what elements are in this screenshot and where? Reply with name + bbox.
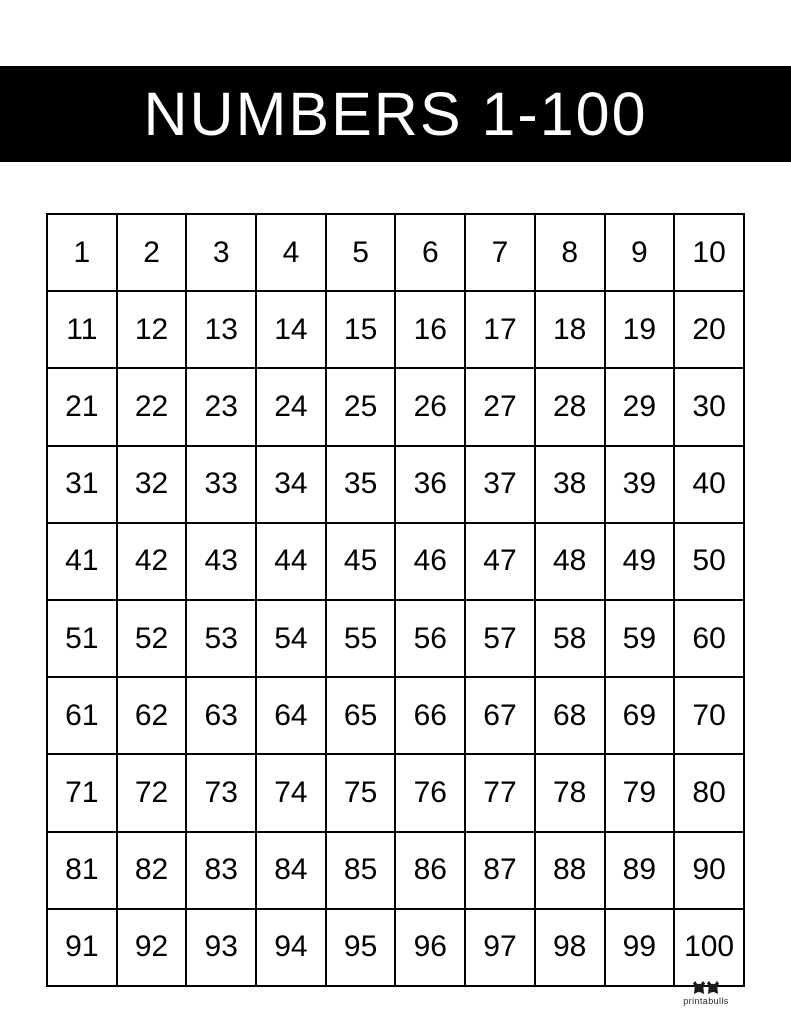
grid-cell: 74 bbox=[256, 754, 326, 831]
grid-cell: 71 bbox=[47, 754, 117, 831]
grid-cell: 38 bbox=[535, 446, 605, 523]
grid-cell: 93 bbox=[186, 909, 256, 986]
grid-cell: 15 bbox=[326, 291, 396, 368]
grid-cell: 1 bbox=[47, 214, 117, 291]
brand-name-label: printabulls bbox=[683, 996, 729, 1006]
grid-cell: 47 bbox=[465, 523, 535, 600]
grid-cell: 2 bbox=[117, 214, 187, 291]
grid-cell: 26 bbox=[395, 368, 465, 445]
grid-cell: 20 bbox=[674, 291, 744, 368]
grid-cell: 39 bbox=[605, 446, 675, 523]
grid-cell: 3 bbox=[186, 214, 256, 291]
grid-cell: 51 bbox=[47, 600, 117, 677]
grid-cell: 11 bbox=[47, 291, 117, 368]
grid-cell: 24 bbox=[256, 368, 326, 445]
grid-cell: 97 bbox=[465, 909, 535, 986]
grid-cell: 42 bbox=[117, 523, 187, 600]
page-title: NUMBERS 1-100 bbox=[143, 79, 648, 148]
grid-cell: 14 bbox=[256, 291, 326, 368]
title-banner bbox=[0, 66, 791, 162]
grid-cell: 95 bbox=[326, 909, 396, 986]
grid-row bbox=[47, 291, 744, 368]
grid-cell: 59 bbox=[605, 600, 675, 677]
grid-cell: 82 bbox=[117, 832, 187, 909]
grid-cell: 69 bbox=[605, 677, 675, 754]
bull-head-icon-right bbox=[707, 981, 719, 994]
grid-cell: 79 bbox=[605, 754, 675, 831]
grid-cell: 29 bbox=[605, 368, 675, 445]
grid-cell: 10 bbox=[674, 214, 744, 291]
grid-cell: 73 bbox=[186, 754, 256, 831]
grid-cell: 67 bbox=[465, 677, 535, 754]
grid-cell: 19 bbox=[605, 291, 675, 368]
grid-cell: 54 bbox=[256, 600, 326, 677]
grid-cell: 58 bbox=[535, 600, 605, 677]
grid-cell: 22 bbox=[117, 368, 187, 445]
grid-cell: 98 bbox=[535, 909, 605, 986]
number-grid bbox=[46, 213, 745, 987]
grid-cell: 23 bbox=[186, 368, 256, 445]
grid-cell: 6 bbox=[395, 214, 465, 291]
grid-cell: 53 bbox=[186, 600, 256, 677]
grid-cell: 36 bbox=[395, 446, 465, 523]
grid-row bbox=[47, 909, 744, 986]
grid-cell: 72 bbox=[117, 754, 187, 831]
grid-cell: 62 bbox=[117, 677, 187, 754]
grid-cell: 34 bbox=[256, 446, 326, 523]
grid-cell: 96 bbox=[395, 909, 465, 986]
grid-cell: 89 bbox=[605, 832, 675, 909]
grid-cell: 85 bbox=[326, 832, 396, 909]
grid-row bbox=[47, 600, 744, 677]
grid-cell: 65 bbox=[326, 677, 396, 754]
grid-cell: 5 bbox=[326, 214, 396, 291]
grid-cell: 50 bbox=[674, 523, 744, 600]
grid-cell: 100 bbox=[674, 909, 744, 986]
grid-cell: 45 bbox=[326, 523, 396, 600]
grid-cell: 77 bbox=[465, 754, 535, 831]
grid-cell: 9 bbox=[605, 214, 675, 291]
grid-row bbox=[47, 214, 744, 291]
grid-cell: 44 bbox=[256, 523, 326, 600]
grid-cell: 16 bbox=[395, 291, 465, 368]
grid-row bbox=[47, 832, 744, 909]
grid-cell: 13 bbox=[186, 291, 256, 368]
grid-cell: 86 bbox=[395, 832, 465, 909]
grid-cell: 78 bbox=[535, 754, 605, 831]
grid-cell: 32 bbox=[117, 446, 187, 523]
grid-cell: 40 bbox=[674, 446, 744, 523]
grid-cell: 49 bbox=[605, 523, 675, 600]
grid-cell: 76 bbox=[395, 754, 465, 831]
grid-cell: 94 bbox=[256, 909, 326, 986]
grid-cell: 70 bbox=[674, 677, 744, 754]
grid-cell: 31 bbox=[47, 446, 117, 523]
grid-cell: 41 bbox=[47, 523, 117, 600]
grid-cell: 64 bbox=[256, 677, 326, 754]
grid-cell: 91 bbox=[47, 909, 117, 986]
grid-cell: 12 bbox=[117, 291, 187, 368]
grid-cell: 30 bbox=[674, 368, 744, 445]
grid-cell: 87 bbox=[465, 832, 535, 909]
grid-row bbox=[47, 677, 744, 754]
grid-cell: 43 bbox=[186, 523, 256, 600]
grid-cell: 99 bbox=[605, 909, 675, 986]
grid-cell: 37 bbox=[465, 446, 535, 523]
grid-cell: 66 bbox=[395, 677, 465, 754]
grid-cell: 63 bbox=[186, 677, 256, 754]
grid-cell: 4 bbox=[256, 214, 326, 291]
grid-cell: 21 bbox=[47, 368, 117, 445]
bull-head-icon bbox=[693, 980, 719, 994]
grid-cell: 35 bbox=[326, 446, 396, 523]
grid-cell: 52 bbox=[117, 600, 187, 677]
grid-cell: 81 bbox=[47, 832, 117, 909]
grid-cell: 27 bbox=[465, 368, 535, 445]
grid-row bbox=[47, 446, 744, 523]
grid-cell: 55 bbox=[326, 600, 396, 677]
footer-brand bbox=[663, 980, 749, 1006]
bull-head-icon-left bbox=[693, 981, 705, 994]
grid-cell: 7 bbox=[465, 214, 535, 291]
grid-cell: 17 bbox=[465, 291, 535, 368]
grid-cell: 8 bbox=[535, 214, 605, 291]
grid-cell: 68 bbox=[535, 677, 605, 754]
grid-cell: 80 bbox=[674, 754, 744, 831]
grid-cell: 57 bbox=[465, 600, 535, 677]
grid-cell: 84 bbox=[256, 832, 326, 909]
grid-row bbox=[47, 754, 744, 831]
grid-cell: 46 bbox=[395, 523, 465, 600]
grid-cell: 90 bbox=[674, 832, 744, 909]
grid-cell: 28 bbox=[535, 368, 605, 445]
grid-cell: 88 bbox=[535, 832, 605, 909]
grid-cell: 92 bbox=[117, 909, 187, 986]
grid-cell: 60 bbox=[674, 600, 744, 677]
grid-cell: 83 bbox=[186, 832, 256, 909]
grid-row bbox=[47, 523, 744, 600]
grid-cell: 18 bbox=[535, 291, 605, 368]
grid-row bbox=[47, 368, 744, 445]
grid-cell: 33 bbox=[186, 446, 256, 523]
grid-cell: 48 bbox=[535, 523, 605, 600]
grid-cell: 61 bbox=[47, 677, 117, 754]
grid-cell: 56 bbox=[395, 600, 465, 677]
grid-cell: 25 bbox=[326, 368, 396, 445]
number-grid-container bbox=[46, 213, 745, 965]
grid-cell: 75 bbox=[326, 754, 396, 831]
